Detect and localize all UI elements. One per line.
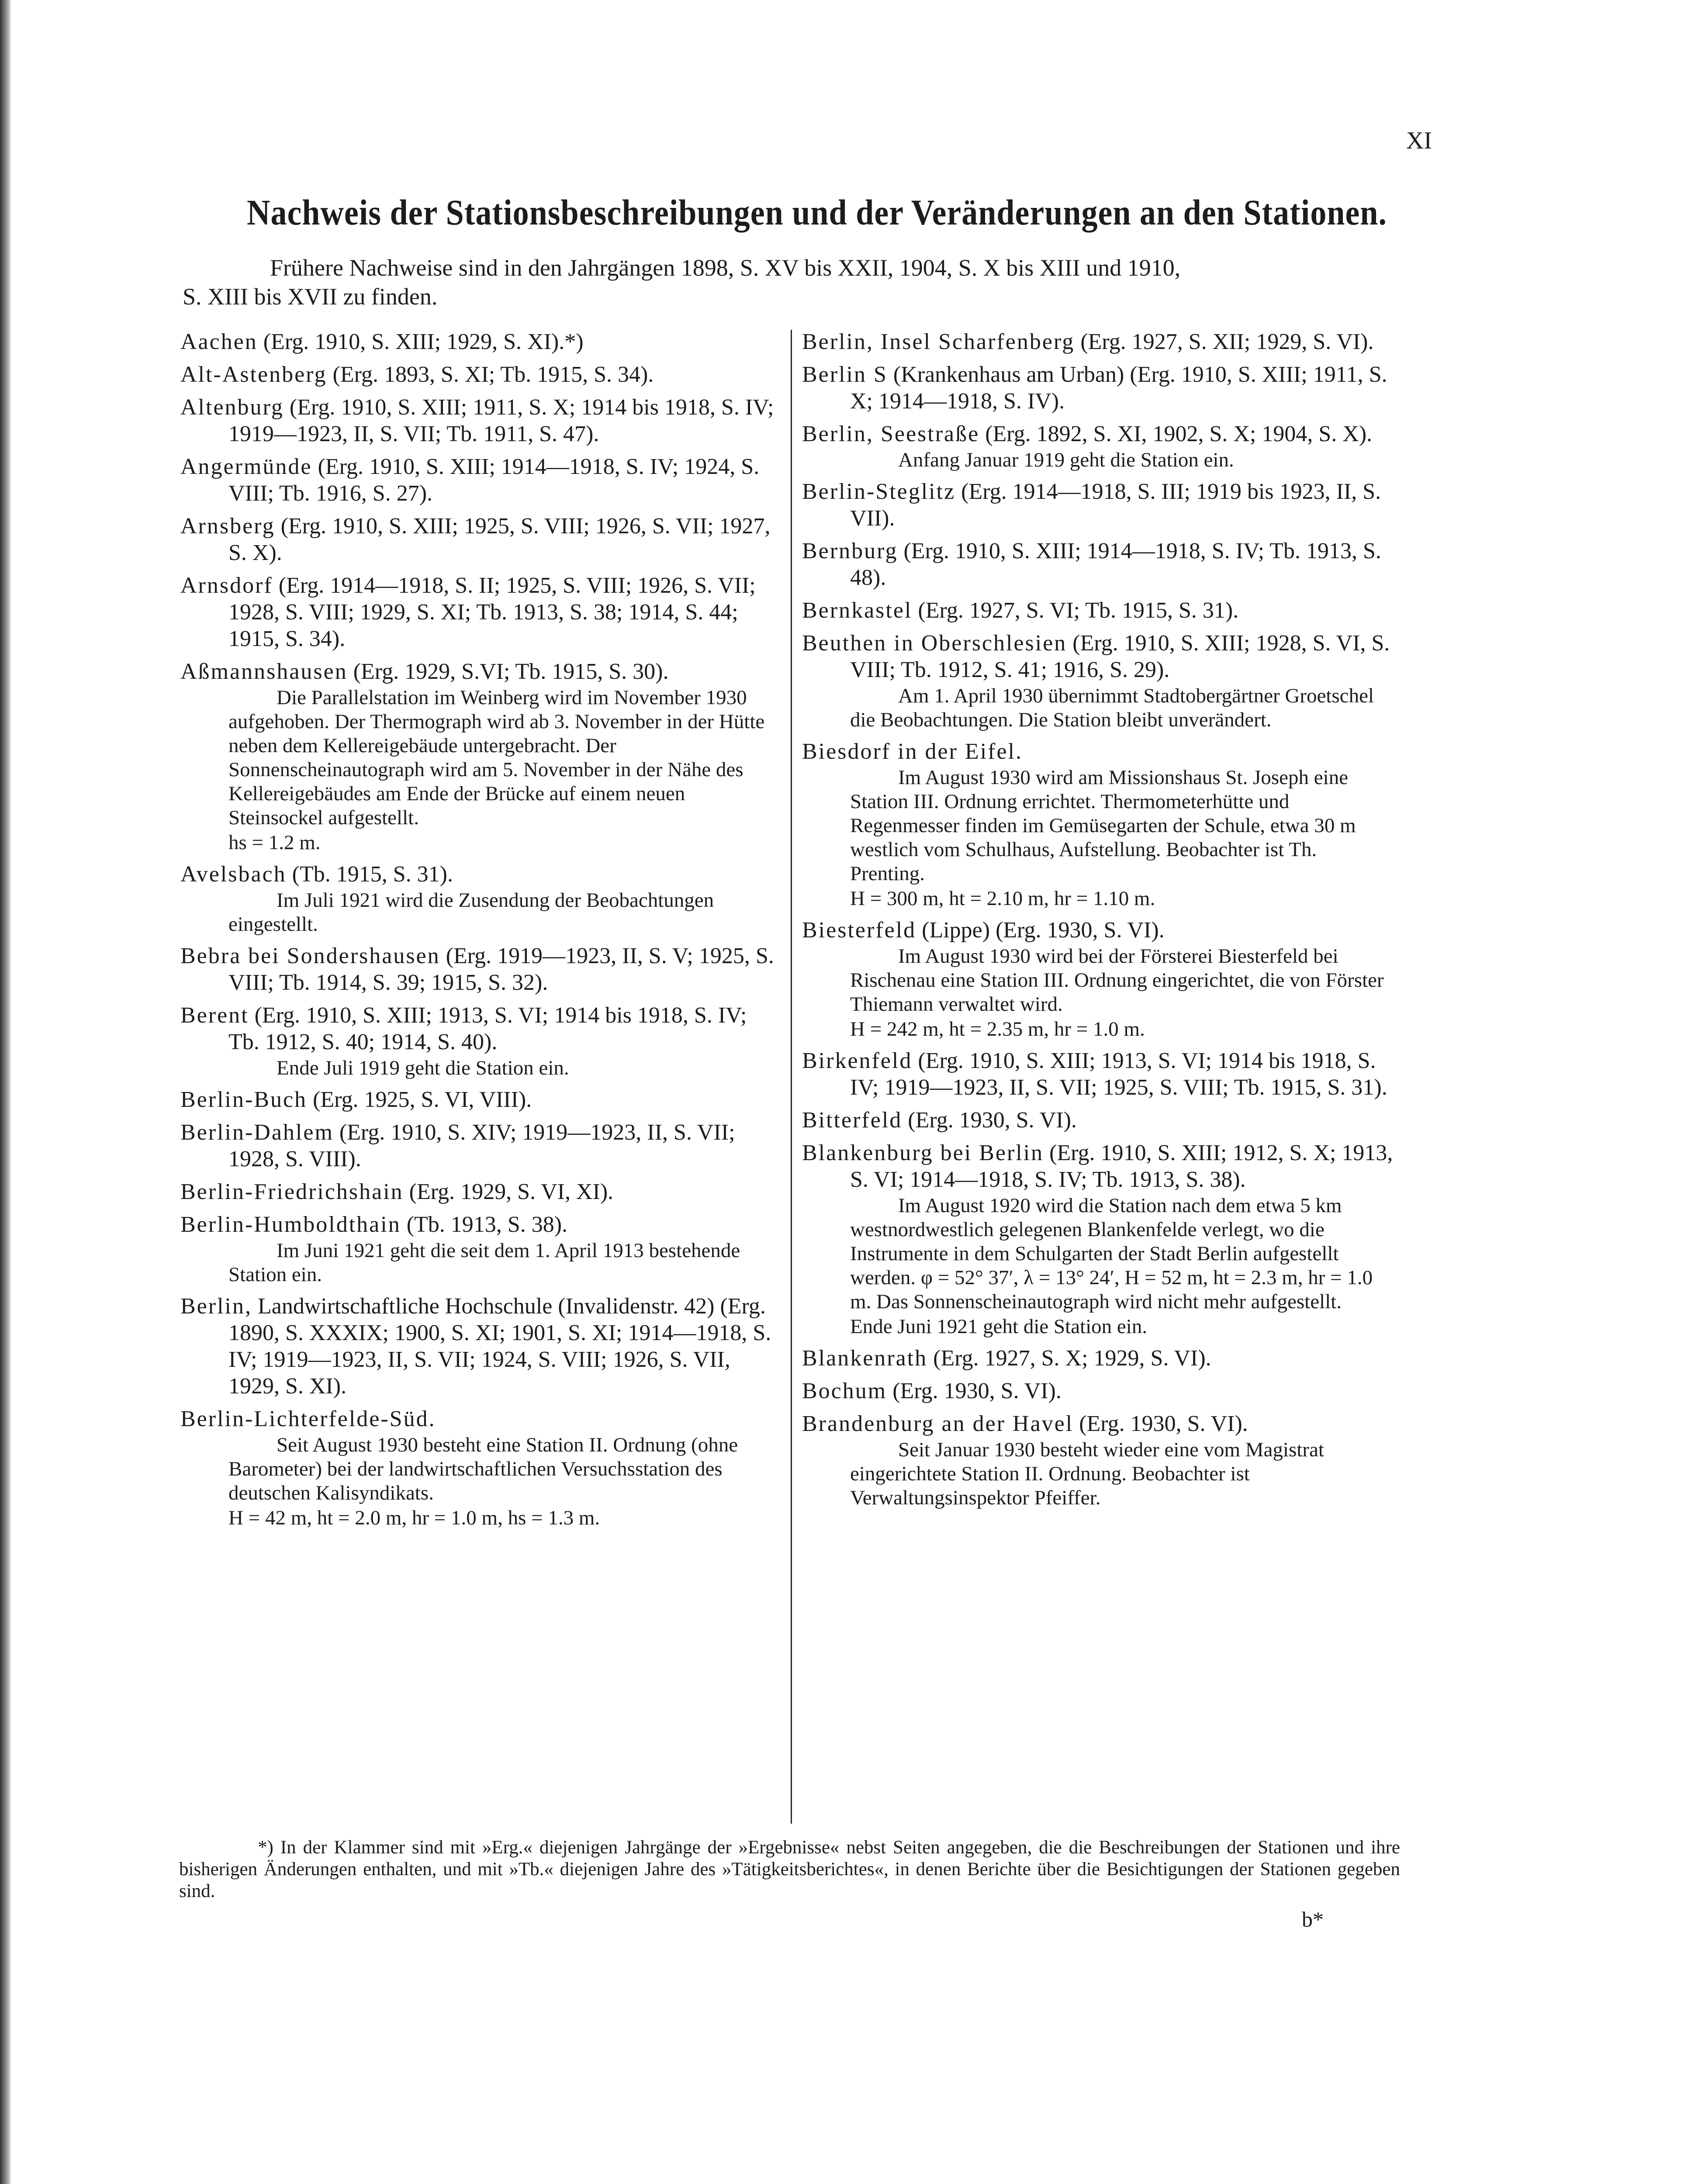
- station-name: Arnsberg: [180, 514, 275, 539]
- station-name: Berent: [180, 1003, 249, 1028]
- station-name: Berlin-Steglitz: [802, 479, 956, 504]
- station-entry: [802, 421, 1396, 472]
- station-entry: [802, 1345, 1396, 1372]
- station-name: Berlin-Humboldthain: [180, 1212, 401, 1237]
- station-name: Blankenrath: [802, 1346, 928, 1371]
- station-name: Angermünde: [180, 454, 312, 479]
- station-name: Berlin,: [180, 1294, 252, 1319]
- station-reference: (Erg. 1929, S. VI, XI).: [409, 1179, 614, 1204]
- station-reference: (Erg. 1914—1918, S. III; 1919 bis 1923, II, S. VII).: [850, 479, 1381, 531]
- station-name: Berlin-Dahlem: [180, 1120, 334, 1145]
- entry-heading: [180, 1002, 775, 1055]
- station-reference: (Erg. 1910, S. XIII; 1913, S. VI; 1914 bis 1918, S. IV; 1919—1923, II, S. VII; 1925, S. VIII; Tb. 1915, S. 31).: [850, 1048, 1387, 1100]
- station-entry: [180, 1178, 775, 1205]
- station-reference: (Erg. 1910, S. XIII; 1929, S. XI).*): [263, 329, 584, 354]
- station-reference: (Erg. 1910, S. XIII; 1928, S. VI, S. VIII; Tb. 1912, S. 41; 1916, S. 29).: [850, 631, 1390, 682]
- station-note: [802, 1315, 1396, 1339]
- station-entry: [802, 917, 1396, 1041]
- entry-heading: [180, 1119, 775, 1172]
- entry-heading: [802, 1410, 1396, 1437]
- station-entry: [802, 328, 1396, 355]
- station-entry: [802, 361, 1396, 415]
- station-note: [180, 1506, 775, 1530]
- station-entry: [802, 1378, 1396, 1404]
- entry-heading: [802, 1140, 1396, 1193]
- station-reference: (Erg. 1910, S. XIII; 1914—1918, S. IV; 1924, S. VIII; Tb. 1916, S. 27).: [228, 454, 760, 506]
- station-note: [180, 1433, 775, 1505]
- station-note-text: Seit August 1930 besteht eine Station II. Ordnung (ohne Barometer) bei der landwirtschaftlichen Versuchsstation des deutschen Kalisyndikats.: [228, 1434, 738, 1504]
- intro-paragraph: [183, 253, 1397, 311]
- station-note: [802, 684, 1396, 732]
- station-note-text: hs = 1.2 m.: [228, 831, 321, 854]
- station-reference: (Erg. 1914—1918, S. II; 1925, S. VIII; 1926, S. VII; 1928, S. VIII; 1929, S. XI; Tb. 1913, S. 38; 1914, S. 44; 1915, S. 34).: [228, 573, 756, 651]
- entry-heading: [180, 361, 775, 388]
- station-entry: [802, 630, 1396, 732]
- station-name: Beuthen in Oberschlesien: [802, 631, 1067, 656]
- station-reference: (Erg. 1927, S. X; 1929, S. VI).: [933, 1346, 1211, 1371]
- station-reference: (Tb. 1915, S. 31).: [292, 862, 453, 887]
- page-title: Nachweis der Stationsbeschreibungen und der Veränderungen an den Stationen.: [247, 193, 1387, 233]
- station-note: [180, 831, 775, 855]
- station-note: [180, 1239, 775, 1287]
- station-name: Berlin-Buch: [180, 1087, 308, 1112]
- entry-heading: [180, 1178, 775, 1205]
- station-note: [180, 888, 775, 936]
- station-name: Bernkastel: [802, 598, 913, 623]
- station-entry: [802, 478, 1396, 532]
- station-reference: (Erg. 1930, S. VI).: [908, 1108, 1077, 1133]
- station-note: [802, 1194, 1396, 1314]
- column-divider: [791, 330, 792, 1824]
- station-entry: [180, 453, 775, 507]
- station-note-text: Ende Juli 1919 geht die Station ein.: [277, 1057, 569, 1079]
- entry-heading: [180, 453, 775, 507]
- station-entry: [802, 1140, 1396, 1339]
- station-note-text: H = 42 m, ht = 2.0 m, hr = 1.0 m, hs = 1.3 m.: [228, 1507, 600, 1529]
- station-note: [802, 1438, 1396, 1510]
- station-reference: (Lippe) (Erg. 1930, S. VI).: [922, 918, 1165, 943]
- station-note: [802, 766, 1396, 886]
- station-note: [802, 944, 1396, 1016]
- entry-heading: [802, 421, 1396, 447]
- station-name: Avelsbach: [180, 862, 287, 887]
- intro-line-1: Frühere Nachweise sind in den Jahrgängen 1898, S. XV bis XXII, 1904, S. X bis XIII und 1910,: [270, 255, 1181, 281]
- station-note: [802, 887, 1396, 911]
- station-reference: (Erg. 1910, S. XIV; 1919—1923, II, S. VII; 1928, S. VIII).: [228, 1120, 735, 1171]
- station-note-text: Im August 1920 wird die Station nach dem etwa 5 km westnordwestlich gelegenen Blankenfelde verlegt, wo die Instrumente in dem Schulgarten der Stadt Berlin aufgestellt werden. φ = 52° 37′, λ = 13° 24′, H = 52 m, ht = 2.3 m, hr = 1.0 m. Das Sonnenscheinautograph wird nicht mehr aufgestellt.: [850, 1194, 1373, 1313]
- station-entry: [180, 572, 775, 652]
- station-entry: [802, 738, 1396, 911]
- station-reference: (Erg. 1910, S. XIII; 1912, S. X; 1913, S. VI; 1914—1918, S. IV; Tb. 1913, S. 38).: [850, 1140, 1393, 1192]
- entry-heading: [180, 1211, 775, 1238]
- entry-heading: [802, 538, 1396, 591]
- station-reference: (Erg. 1910, S. XIII; 1911, S. X; 1914 bis 1918, S. IV; 1919—1923, II, S. VII; Tb. 1911, S. 47).: [228, 395, 774, 446]
- station-entry: [180, 328, 775, 355]
- station-name: Alt-Astenberg: [180, 362, 327, 387]
- footnote: [179, 1837, 1400, 1902]
- station-entry: [180, 1293, 775, 1400]
- station-name: Bernburg: [802, 539, 898, 563]
- station-reference: (Erg. 1910, S. XIII; 1913, S. VI; 1914 bis 1918, S. IV; Tb. 1912, S. 40; 1914, S. 40).: [228, 1003, 747, 1054]
- station-reference: (Erg. 1910, S. XIII; 1925, S. VIII; 1926, S. VII; 1927, S. X).: [228, 514, 771, 565]
- entry-heading: [180, 1293, 775, 1400]
- station-reference: Landwirtschaftliche Hochschule (Invalidenstr. 42) (Erg. 1890, S. XXXIX; 1900, S. XI; 1901, S. XI; 1914—1918, S. IV; 1919—1923, II, S. VII; 1924, S. VIII; 1926, S. VII, 1929, S. XI).: [228, 1294, 771, 1399]
- station-reference: (Erg. 1930, S. VI).: [1079, 1411, 1248, 1436]
- station-note-text: Im Juni 1921 geht die seit dem 1. April 1913 bestehende Station ein.: [228, 1239, 740, 1286]
- station-entry: [180, 1119, 775, 1172]
- station-name: Birkenfeld: [802, 1048, 913, 1073]
- station-name: Bebra bei Sondershausen: [180, 943, 440, 968]
- page-number: XI: [1406, 127, 1432, 154]
- station-note: [180, 686, 775, 830]
- entry-heading: [180, 572, 775, 652]
- station-entry: [180, 394, 775, 447]
- entry-heading: [802, 597, 1396, 624]
- station-note-text: Am 1. April 1930 übernimmt Stadtobergärtner Groetschel die Beobachtungen. Die Station bleibt unverändert.: [850, 684, 1374, 731]
- entry-heading: [180, 658, 775, 685]
- station-entry: [180, 1002, 775, 1080]
- station-name: Berlin-Lichterfelde-Süd.: [180, 1406, 436, 1431]
- entry-heading: [180, 513, 775, 566]
- station-entry: [180, 1086, 775, 1113]
- station-reference: (Erg. 1910, S. XIII; 1914—1918, S. IV; Tb. 1913, S. 48).: [850, 539, 1381, 590]
- station-reference: (Erg. 1929, S.VI; Tb. 1915, S. 30).: [353, 659, 669, 684]
- station-name: Biesdorf in der Eifel.: [802, 739, 1023, 764]
- station-name: Berlin, Seestraße: [802, 422, 980, 446]
- station-note-text: Im August 1930 wird bei der Försterei Biesterfeld bei Rischenau eine Station III. Ordnung eingerichtet, die von Förster Thiemann verwaltet wird.: [850, 945, 1384, 1016]
- station-reference: (Krankenhaus am Urban) (Erg. 1910, S. XIII; 1911, S. X; 1914—1918, S. IV).: [850, 362, 1387, 414]
- station-entry: [802, 1047, 1396, 1101]
- station-name: Altenburg: [180, 395, 284, 420]
- entry-heading: [802, 630, 1396, 683]
- station-name: Berlin S: [802, 362, 888, 387]
- station-entry: [180, 513, 775, 566]
- station-name: Aachen: [180, 329, 258, 354]
- station-note: [802, 448, 1396, 472]
- station-entry: [802, 1107, 1396, 1133]
- station-name: Berlin, Insel Scharfenberg: [802, 329, 1075, 354]
- station-name: Berlin-Friedrichshain: [180, 1179, 404, 1204]
- station-reference: (Erg. 1925, S. VI, VIII).: [313, 1087, 532, 1112]
- station-note-text: Im August 1930 wird am Missionshaus St. Joseph eine Station III. Ordnung errichtet. Thermometerhütte und Regenmesser finden im Gemüsegarten der Schule, etwa 30 m westlich vom Schulhaus, Aufstellung. Beobachter ist Th. Prenting.: [850, 766, 1356, 885]
- station-reference: (Erg. 1893, S. XI; Tb. 1915, S. 34).: [332, 362, 654, 387]
- station-entry: [180, 1211, 775, 1287]
- station-name: Bochum: [802, 1379, 887, 1403]
- entry-heading: [802, 478, 1396, 532]
- signature-mark: b*: [1302, 1907, 1324, 1932]
- station-reference: (Erg. 1927, S. XII; 1929, S. VI).: [1080, 329, 1374, 354]
- station-name: Blankenburg bei Berlin: [802, 1140, 1044, 1165]
- entry-heading: [802, 361, 1396, 415]
- station-entry: [180, 361, 775, 388]
- station-note: [802, 1017, 1396, 1041]
- station-name: Brandenburg an der Havel: [802, 1411, 1074, 1436]
- entry-heading: [802, 1107, 1396, 1133]
- entry-heading: [180, 394, 775, 447]
- station-reference: (Erg. 1892, S. XI, 1902, S. X; 1904, S. X).: [985, 422, 1373, 446]
- footnote-text: *) In der Klammer sind mit »Erg.« diejenigen Jahrgänge der »Ergebnisse« nebst Seiten angegeben, die die Beschreibungen der Stationen und ihre bisherigen Änderungen enthalten, und mit »Tb.« diejenigen Jahre des »Tätigkeitsberichtes«, in denen Berichte über die Besichtigungen der Stationen gegeben sind.: [179, 1837, 1400, 1901]
- entry-heading: [802, 738, 1396, 765]
- entry-heading: [802, 1047, 1396, 1101]
- left-column: [180, 328, 775, 1536]
- entry-heading: [180, 1406, 775, 1432]
- station-note-text: Im Juli 1921 wird die Zusendung der Beobachtungen eingestellt.: [228, 889, 714, 936]
- station-entry: [802, 1410, 1396, 1510]
- entry-heading: [180, 1086, 775, 1113]
- station-reference: (Erg. 1927, S. VI; Tb. 1915, S. 31).: [918, 598, 1239, 623]
- station-entry: [180, 1406, 775, 1530]
- station-entry: [180, 861, 775, 936]
- entry-heading: [802, 1345, 1396, 1372]
- station-note: [180, 1056, 775, 1080]
- station-entry: [180, 658, 775, 855]
- station-note-text: H = 242 m, ht = 2.35 m, hr = 1.0 m.: [850, 1018, 1145, 1040]
- right-column: [802, 328, 1396, 1516]
- station-name: Bitterfeld: [802, 1108, 903, 1133]
- entry-heading: [180, 328, 775, 355]
- entry-heading: [180, 861, 775, 888]
- intro-line-2: S. XIII bis XVII zu finden.: [183, 283, 438, 310]
- entry-heading: [802, 1378, 1396, 1404]
- scan-binding-edge: [0, 0, 11, 2184]
- station-note-text: H = 300 m, ht = 2.10 m, hr = 1.10 m.: [850, 887, 1155, 910]
- station-note-text: Anfang Januar 1919 geht die Station ein.: [898, 449, 1234, 471]
- station-name: Arnsdorf: [180, 573, 273, 598]
- station-note-text: Die Parallelstation im Weinberg wird im November 1930 aufgehoben. Der Thermograph wird ab 3. November in der Hütte neben dem Kellereigebäude untergebracht. Der Sonnenscheinautograph wird am 5. November in der Nähe des Kellereigebäudes am Ende der Brücke auf einem neuen Steinsockel aufgestellt.: [228, 686, 765, 829]
- station-reference: (Erg. 1919—1923, II, S. V; 1925, S. VIII; Tb. 1914, S. 39; 1915, S. 32).: [228, 943, 774, 995]
- station-note-text: Seit Januar 1930 besteht wieder eine vom Magistrat eingerichtete Station II. Ordnung. Beobachter ist Verwaltungsinspektor Pfeiffer.: [850, 1438, 1324, 1509]
- station-entry: [180, 943, 775, 996]
- station-name: Aßmannshausen: [180, 659, 348, 684]
- entry-heading: [802, 328, 1396, 355]
- entry-heading: [802, 917, 1396, 943]
- station-note-text: Ende Juni 1921 geht die Station ein.: [850, 1315, 1148, 1338]
- entry-heading: [180, 943, 775, 996]
- station-name: Biesterfeld: [802, 918, 916, 943]
- station-reference: (Tb. 1913, S. 38).: [406, 1212, 568, 1237]
- station-entry: [802, 538, 1396, 591]
- station-reference: (Erg. 1930, S. VI).: [892, 1379, 1062, 1403]
- station-entry: [802, 597, 1396, 624]
